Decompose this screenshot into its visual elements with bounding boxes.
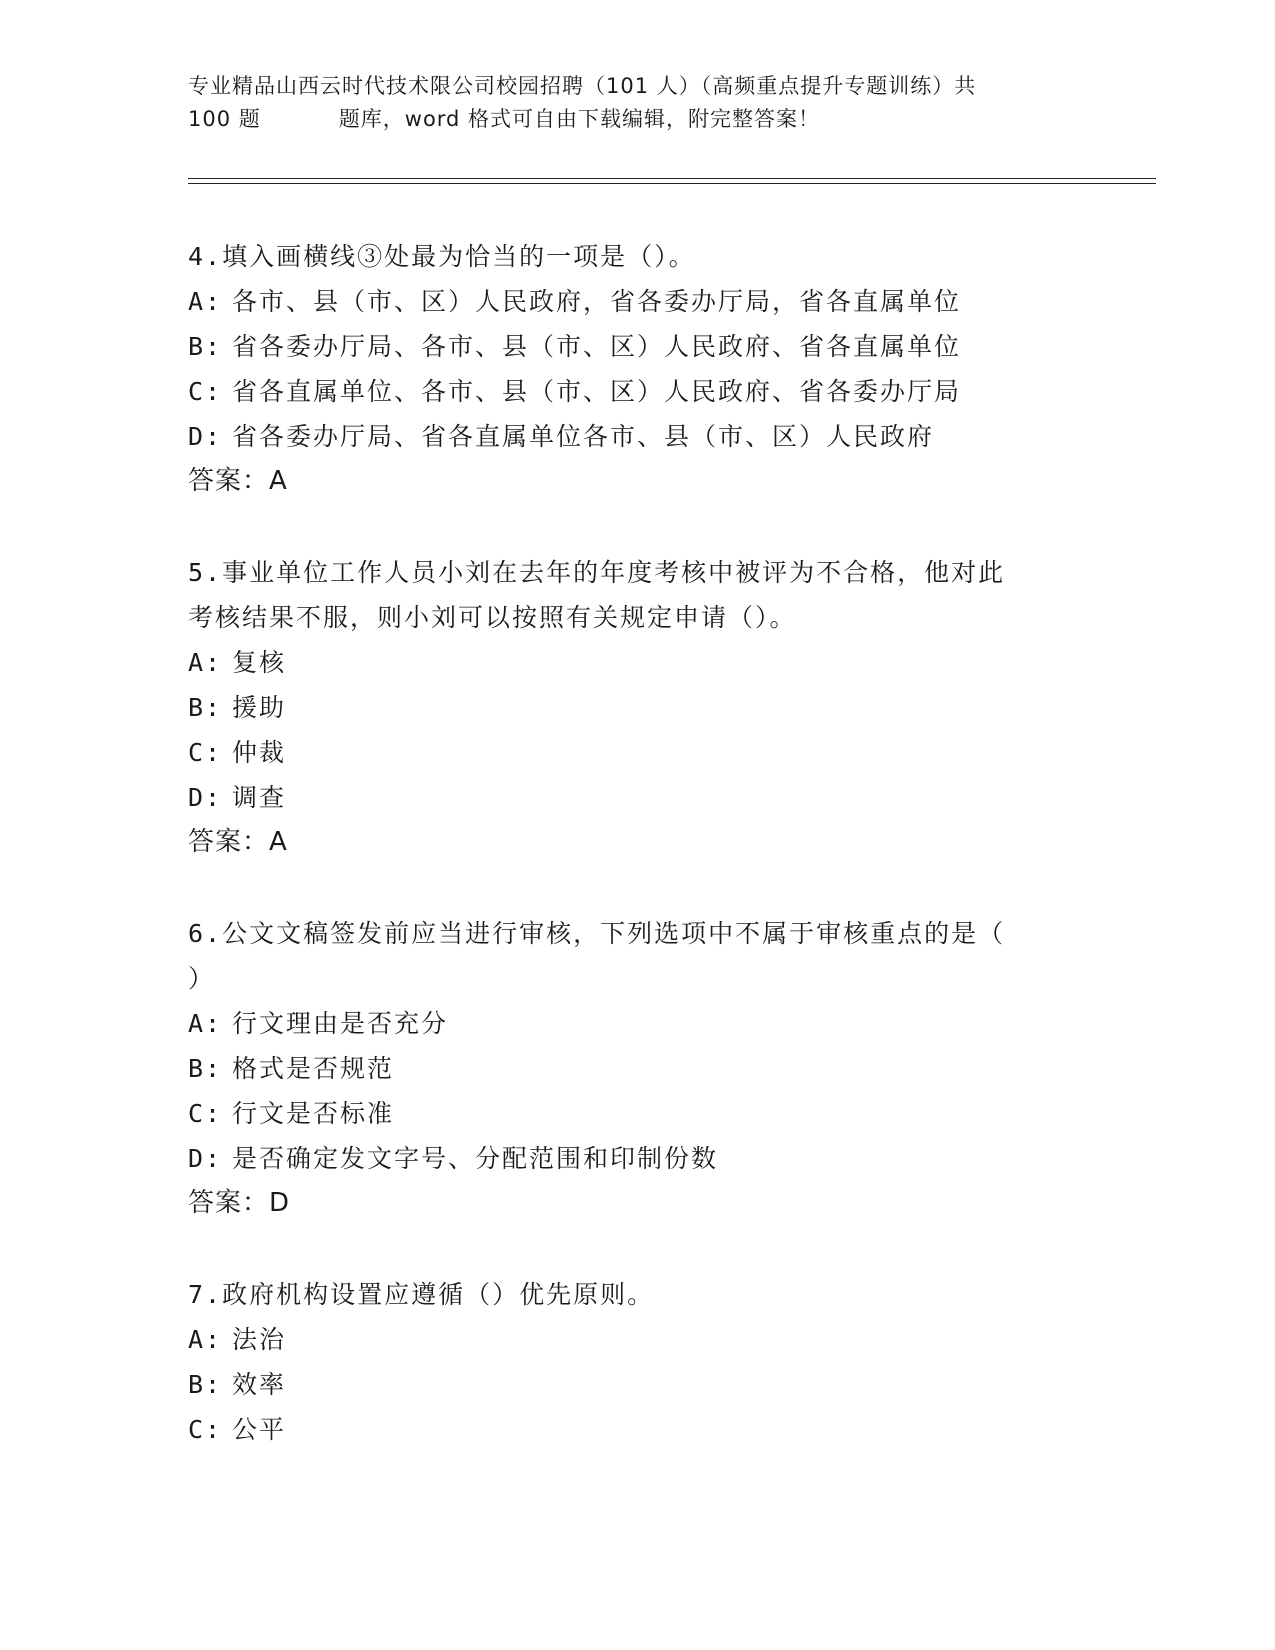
option-label: A:: [188, 1009, 223, 1038]
option-text: 法治: [232, 1325, 287, 1354]
document-header: [188, 70, 1108, 136]
option-label: C:: [188, 738, 223, 767]
question-stem: 6.公文文稿签发前应当进行审核，下列选项中不属于审核重点的是（: [188, 919, 1006, 948]
question-stem: 5.事业单位工作人员小刘在去年的年度考核中被评为不合格，他对此: [188, 558, 1006, 587]
option-text: 省各委办厅局、省各直属单位各市、县（市、区）人民政府: [232, 422, 935, 451]
option-label: A:: [188, 287, 223, 316]
answer-option: [188, 730, 1088, 775]
answer-option: [188, 1136, 1088, 1181]
option-text: 公平: [232, 1415, 287, 1444]
answer-option: [188, 1362, 1088, 1407]
header-description: 题库，word 格式可自由下载编辑，附完整答案！: [338, 107, 821, 131]
option-text: 援助: [232, 693, 287, 722]
option-text: 各市、县（市、区）人民政府，省各委办厅局，省各直属单位: [232, 287, 962, 316]
option-label: B:: [188, 1370, 223, 1399]
option-text: 复核: [232, 648, 287, 677]
option-text: 行文理由是否充分: [232, 1009, 449, 1038]
option-label: D:: [188, 422, 223, 451]
option-text: 是否确定发文字号、分配范围和印制份数: [232, 1144, 719, 1173]
option-label: A:: [188, 1325, 223, 1354]
option-label: B:: [188, 693, 223, 722]
answer-option: [188, 1001, 1088, 1046]
header-divider-top: [188, 178, 1156, 179]
option-text: 格式是否规范: [232, 1054, 395, 1083]
question-list: [188, 234, 1088, 1498]
option-label: C:: [188, 1099, 223, 1128]
answer-option: [188, 1407, 1088, 1452]
option-label: B:: [188, 1054, 223, 1083]
option-text: 行文是否标准: [232, 1099, 395, 1128]
question-block: [188, 234, 1088, 504]
option-text: 调查: [232, 783, 287, 812]
answer-key: 答案：A: [188, 827, 288, 857]
option-label: C:: [188, 377, 223, 406]
option-text: 仲裁: [232, 738, 287, 767]
answer-option: [188, 414, 1088, 459]
answer-option: [188, 775, 1088, 820]
answer-option: [188, 369, 1088, 414]
answer-key: 答案：D: [188, 1188, 291, 1218]
answer-option: [188, 1317, 1088, 1362]
answer-option: [188, 640, 1088, 685]
option-label: D:: [188, 1144, 223, 1173]
header-title-line-2: [188, 103, 1108, 136]
question-stem: 4.填入画横线③处最为恰当的一项是（）。: [188, 242, 696, 271]
header-title-line-1: 专业精品山西云时代技术限公司校园招聘（101 人）（高频重点提升专题训练）共: [188, 74, 977, 98]
answer-option: [188, 1091, 1088, 1136]
option-label: C:: [188, 1415, 223, 1444]
answer-option: [188, 324, 1088, 369]
answer-option: [188, 279, 1088, 324]
option-text: 省各直属单位、各市、县（市、区）人民政府、省各委办厅局: [232, 377, 962, 406]
question-block: [188, 911, 1088, 1226]
question-stem: 7.政府机构设置应遵循（）优先原则。: [188, 1280, 655, 1309]
answer-option: [188, 1046, 1088, 1091]
question-stem: ）: [188, 964, 216, 993]
answer-option: [188, 685, 1088, 730]
option-text: 省各委办厅局、各市、县（市、区）人民政府、省各直属单位: [232, 332, 962, 361]
question-stem: 考核结果不服，则小刘可以按照有关规定申请（）。: [188, 603, 797, 632]
option-label: D:: [188, 783, 223, 812]
question-block: [188, 550, 1088, 865]
header-question-count: 100 题: [188, 107, 261, 131]
option-text: 效率: [232, 1370, 287, 1399]
header-divider-bottom: [188, 183, 1156, 184]
option-label: A:: [188, 648, 223, 677]
option-label: B:: [188, 332, 223, 361]
question-block: [188, 1272, 1088, 1452]
answer-key: 答案：A: [188, 466, 288, 496]
